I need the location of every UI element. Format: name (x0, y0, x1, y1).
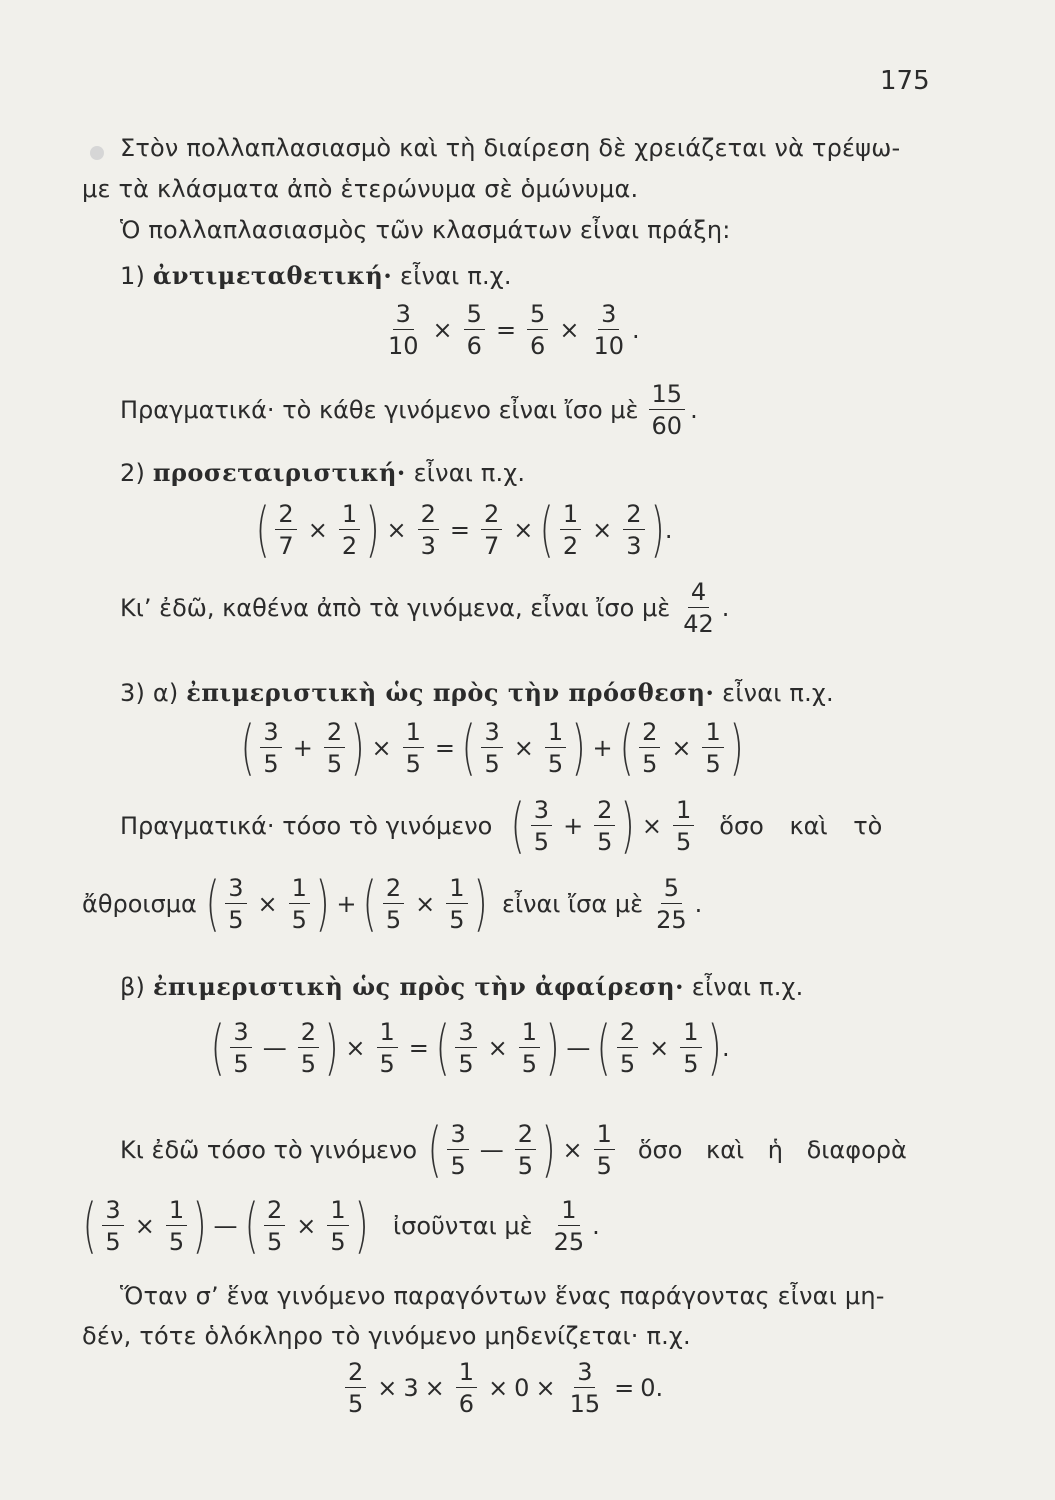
line-17: ( $\frac{3}{5}$ × $\frac{1}{5}$ ) — ( $\frac{2}{5}$ × $\frac{1}{5}$ ) ἰσοῦνται μὲ 1 25 . (82, 1191, 600, 1261)
line-result-2: Κι’ ἐδῶ, καθένα ἀπὸ τὰ γινόμενα, εἶναι ἴσο μὲ 4 42 . (120, 578, 730, 638)
text-line-19: δέν, τότε ὁλόκληρο τὸ γινόμενο μηδενίζεται· π.χ. (82, 1322, 691, 1350)
line-12: Πραγματικά· τόσο τὸ γινόμενο ( 3 5 + $\frac{2}{5}$ ) × $\frac{1}{5}$ ὅσο καὶ τὸ (120, 791, 883, 861)
text-line-18: Ὅταν σ’ ἕνα γινόμενο παραγόντων ἕνας παράγοντας εἶναι μη- (120, 1282, 885, 1310)
item-rest: εἶναι π.χ. (400, 262, 512, 290)
item-3b-heading: β) ἐπιμεριστικὴ ὡς πρὸς τὴν ἀφαίρεση· εἶναι π.χ. (120, 972, 804, 1001)
property-name: ἀντιμεταθετική· (152, 261, 393, 290)
item-2-heading: 2) προσεταιριστική· εἶναι π.χ. (120, 458, 526, 487)
formula-distributive-sub: ( 3 5 — 2 5 ) × $\frac{1}{5}$ = ( $\frac{3}{5}$ × $\frac{1}{5}$ ) — ( $\frac{2}{5}$ × $\frac{1}{5}$ ) . (210, 1013, 730, 1083)
text-line-1: Στὸν πολλαπλασιασμὸ καὶ τὴ διαίρεση δὲ χρειάζεται νὰ τρέψω- (120, 134, 901, 162)
text-line-9: Κι’ ἐδῶ, καθένα ἀπὸ τὰ γινόμενα, εἶναι ἴσο μὲ (120, 594, 671, 622)
formula-associative: ( $\frac{2}{7}$ × $\frac{1}{2}$ ) × $\frac{2}{3}$ = $\frac{2}{7}$ × ( $\frac{1}{2}$ × $\frac{2}{3}$ ) . (255, 495, 673, 565)
page-number: 175 (880, 66, 930, 96)
text-line-3: Ὁ πολλαπλασιασμὸς τῶν κλασμάτων εἶναι πράξη: (120, 216, 731, 244)
formula-distributive-add: ( 3 5 + $\frac{2}{5}$ ) × $\frac{1}{5}$ = ( $\frac{3}{5}$ × $\frac{1}{5}$ ) + ( $\frac{2}{5}$ × $\frac{1}{5}$ ) (240, 713, 744, 783)
text-line-6: Πραγματικά· τὸ κάθε γινόμενο εἶναι ἴσο μὲ (120, 396, 639, 424)
line-result-1: Πραγματικά· τὸ κάθε γινόμενο εἶναι ἴσο μὲ 15 60 . (120, 380, 698, 440)
text-line-2: με τὰ κλάσματα ἀπὸ ἑτερώνυμα σὲ ὁμώνυμα. (82, 175, 639, 203)
line-13: ἄθροισμα ( $\frac{3}{5}$ × $\frac{1}{5}$ ) + ( $\frac{2}{5}$ × $\frac{1}{5}$ ) εἶναι ἴσα μὲ 5 25 . (82, 869, 703, 939)
formula-commutative: $\frac{3}{10}$ × $\frac{5}{6}$ = $\frac{5}{6}$ × $\frac{3}{10}$ . (388, 300, 640, 360)
formula-zero-product: $\frac{2}{5}$ × 3 × $\frac{1}{6}$ × 0 × $\frac{3}{15}$ = 0 . (340, 1360, 663, 1416)
line-16: Κι ἐδῶ τόσο τὸ γινόμενο ( 3 5 — 2 5 ) × $\frac{1}{5}$ ὅσο καὶ ἡ διαφορὰ (120, 1115, 907, 1185)
stain-dot (90, 146, 104, 160)
item-number: 1) (120, 262, 146, 290)
item-3a-heading: 3) α) ἐπιμεριστικὴ ὡς πρὸς τὴν πρόσθεση· εἶναι π.χ. (120, 678, 834, 707)
item-1-heading (120, 261, 512, 290)
